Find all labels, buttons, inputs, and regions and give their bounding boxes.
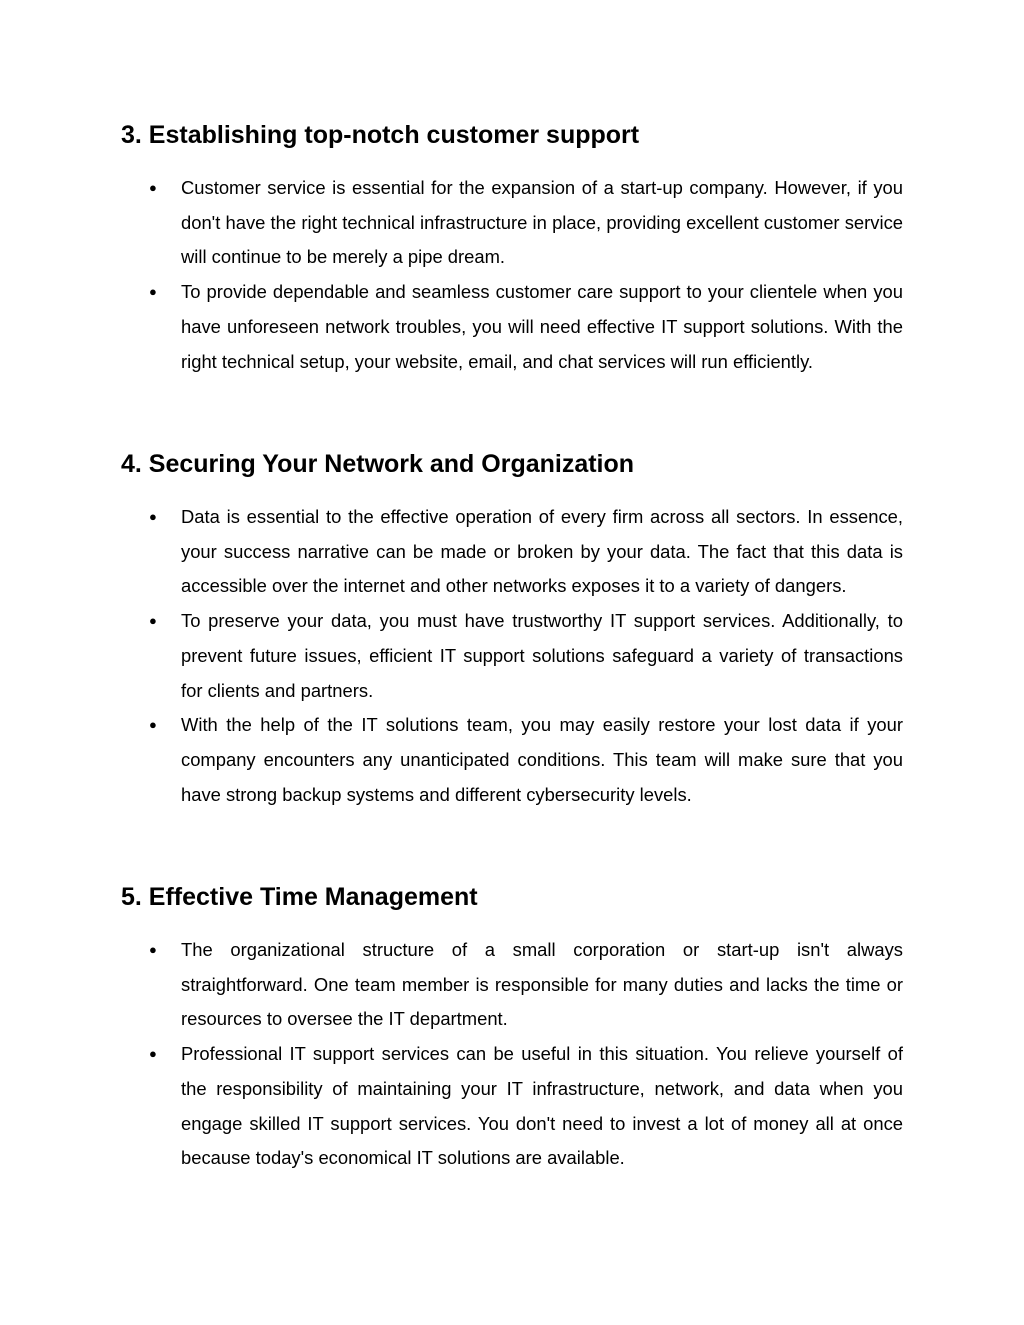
list-item: [146, 1037, 903, 1176]
list-item: [146, 933, 903, 1037]
bullet-text: With the help of the IT solutions team, you may easily restore your lost data if your company encounters any unanticipated conditions. This team will make sure that you have strong backup systems and different cybersecurity levels.: [181, 714, 903, 805]
bullet-text: Professional IT support services can be useful in this situation. You relieve yourself of the responsibility of maintaining your IT infrastructure, network, and data when you engage skilled IT support services. You don't need to invest a lot of money all at once because today's economical IT solutions are available.: [181, 1043, 903, 1169]
list-item: [146, 171, 903, 275]
bullet-list: [146, 933, 903, 1176]
section-customer-support: [121, 120, 903, 372]
list-item: [146, 708, 903, 812]
section-heading: 4. Securing Your Network and Organization: [121, 450, 635, 478]
bullet-text: To provide dependable and seamless customer care support to your clientele when you have unforeseen network troubles, you will need effective IT support solutions. With the right technical setup, your website, email, and chat services will run efficiently.: [181, 281, 903, 372]
section-time-management: [121, 882, 903, 1169]
list-item: [146, 275, 903, 379]
bullet-text: Customer service is essential for the expansion of a start-up company. However, if you don't have the right technical infrastructure in place, providing excellent customer service will continue to be merely a pipe dream.: [181, 177, 903, 268]
list-item: [146, 500, 903, 604]
bullet-icon: ●: [149, 613, 157, 629]
bullet-icon: ●: [149, 1046, 157, 1062]
bullet-icon: ●: [149, 284, 157, 300]
section-network-security: [121, 449, 903, 805]
list-item: [146, 604, 903, 708]
bullet-list: [146, 171, 903, 379]
bullet-text: The organizational structure of a small corporation or start-up isn't always straightforward. One team member is responsible for many duties and lacks the time or resources to oversee the IT department.: [181, 939, 903, 1030]
section-heading: 3. Establishing top-notch customer support: [121, 121, 640, 149]
bullet-icon: ●: [149, 509, 157, 524]
bullet-text: Data is essential to the effective operation of every firm across all sectors. In essence, your success narrative can be made or broken by your data. The fact that this data is accessible over the internet and other networks exposes it to a variety of dangers.: [181, 506, 903, 597]
bullet-text: To preserve your data, you must have trustworthy IT support services. Additionally, to prevent future issues, efficient IT support solutions safeguard a variety of transactions for clients and partners.: [181, 610, 903, 701]
bullet-icon: ●: [149, 180, 157, 195]
bullet-icon: ●: [149, 717, 157, 733]
section-heading: 5. Effective Time Management: [121, 883, 478, 911]
bullet-list: [146, 500, 903, 812]
bullet-icon: ●: [149, 942, 157, 957]
